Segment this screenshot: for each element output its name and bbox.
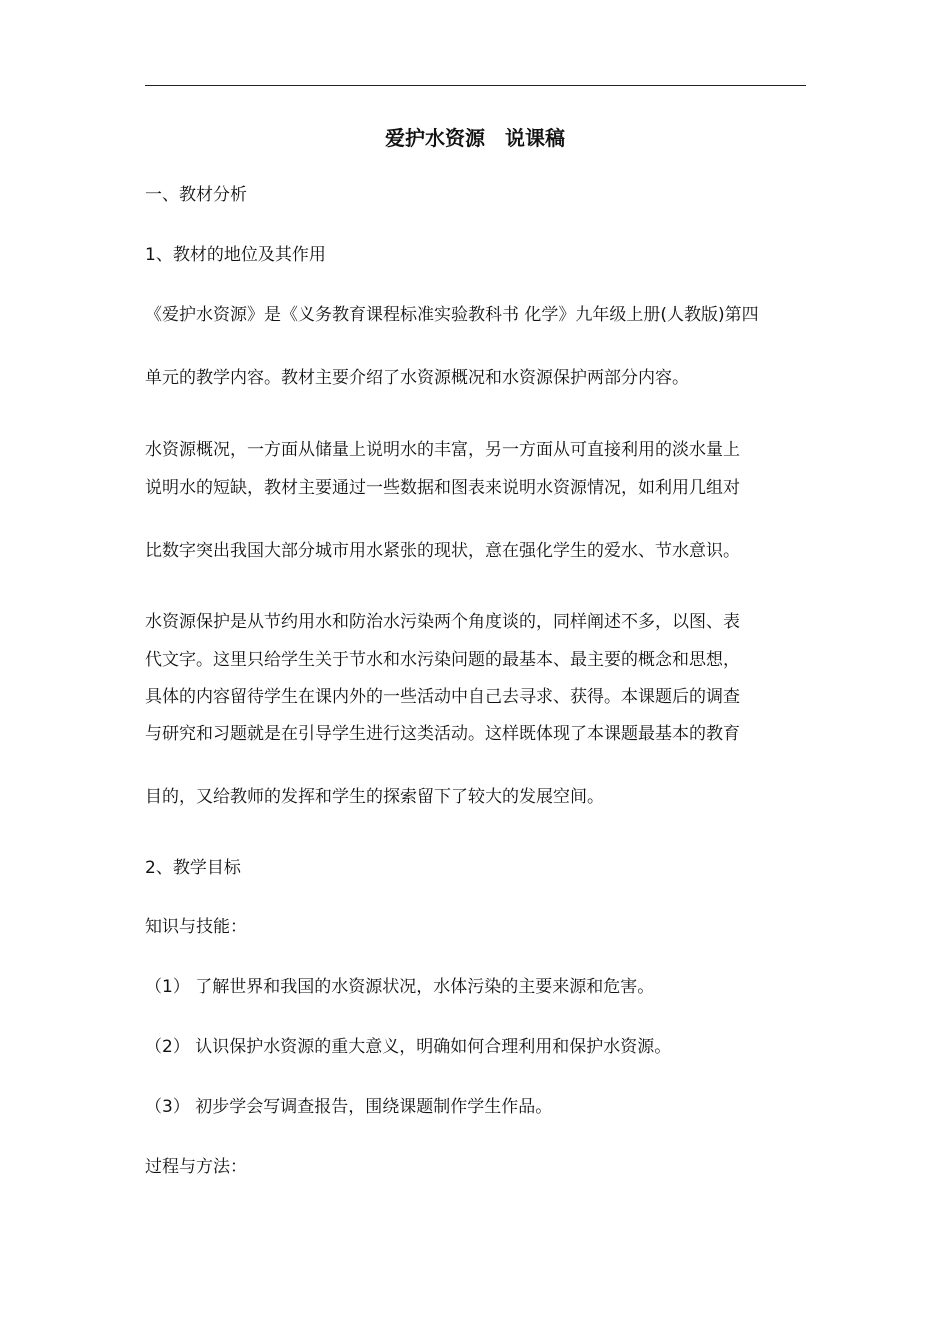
paragraph-line: 与研究和习题就是在引导学生进行这类活动。这样既体现了本课题最基本的教育 bbox=[145, 724, 740, 744]
goal-item: （2） 认识保护水资源的重大意义，明确如何合理利用和保护水资源。 bbox=[145, 1037, 672, 1057]
paragraph-line: 说明水的短缺，教材主要通过一些数据和图表来说明水资源情况，如利用几组对 bbox=[145, 478, 740, 498]
document-title: 爱护水资源 说课稿 bbox=[385, 126, 565, 150]
section-heading-textbook-analysis: 一、教材分析 bbox=[145, 185, 247, 205]
goal-item: （1） 了解世界和我国的水资源状况，水体污染的主要来源和危害。 bbox=[145, 977, 655, 997]
paragraph-line: 单元的教学内容。教材主要介绍了水资源概况和水资源保护两部分内容。 bbox=[145, 368, 689, 388]
header-rule bbox=[145, 85, 806, 86]
paragraph-line: 水资源概况，一方面从储量上说明水的丰富，另一方面从可直接利用的淡水量上 bbox=[145, 440, 740, 460]
goal-item: （3） 初步学会写调查报告，围绕课题制作学生作品。 bbox=[145, 1097, 553, 1117]
subheading-textbook-role: 1、教材的地位及其作用 bbox=[145, 245, 326, 265]
paragraph-line: 比数字突出我国大部分城市用水紧张的现状，意在强化学生的爱水、节水意识。 bbox=[145, 541, 740, 561]
paragraph-line: 目的，又给教师的发挥和学生的探索留下了较大的发展空间。 bbox=[145, 787, 604, 807]
paragraph-line: 《爱护水资源》是《义务教育课程标准实验教科书 化学》九年级上册(人教版)第四 bbox=[145, 305, 759, 325]
paragraph-line: 代文字。这里只给学生关于节水和水污染问题的最基本、最主要的概念和思想， bbox=[145, 650, 740, 670]
subheading-teaching-goals: 2、教学目标 bbox=[145, 858, 241, 878]
paragraph-line: 具体的内容留待学生在课内外的一些活动中自己去寻求、获得。本课题后的调查 bbox=[145, 687, 740, 707]
label-process-methods: 过程与方法： bbox=[145, 1157, 247, 1177]
paragraph-line: 水资源保护是从节约用水和防治水污染两个角度谈的，同样阐述不多，以图、表 bbox=[145, 612, 740, 632]
label-knowledge-skills: 知识与技能： bbox=[145, 917, 247, 937]
